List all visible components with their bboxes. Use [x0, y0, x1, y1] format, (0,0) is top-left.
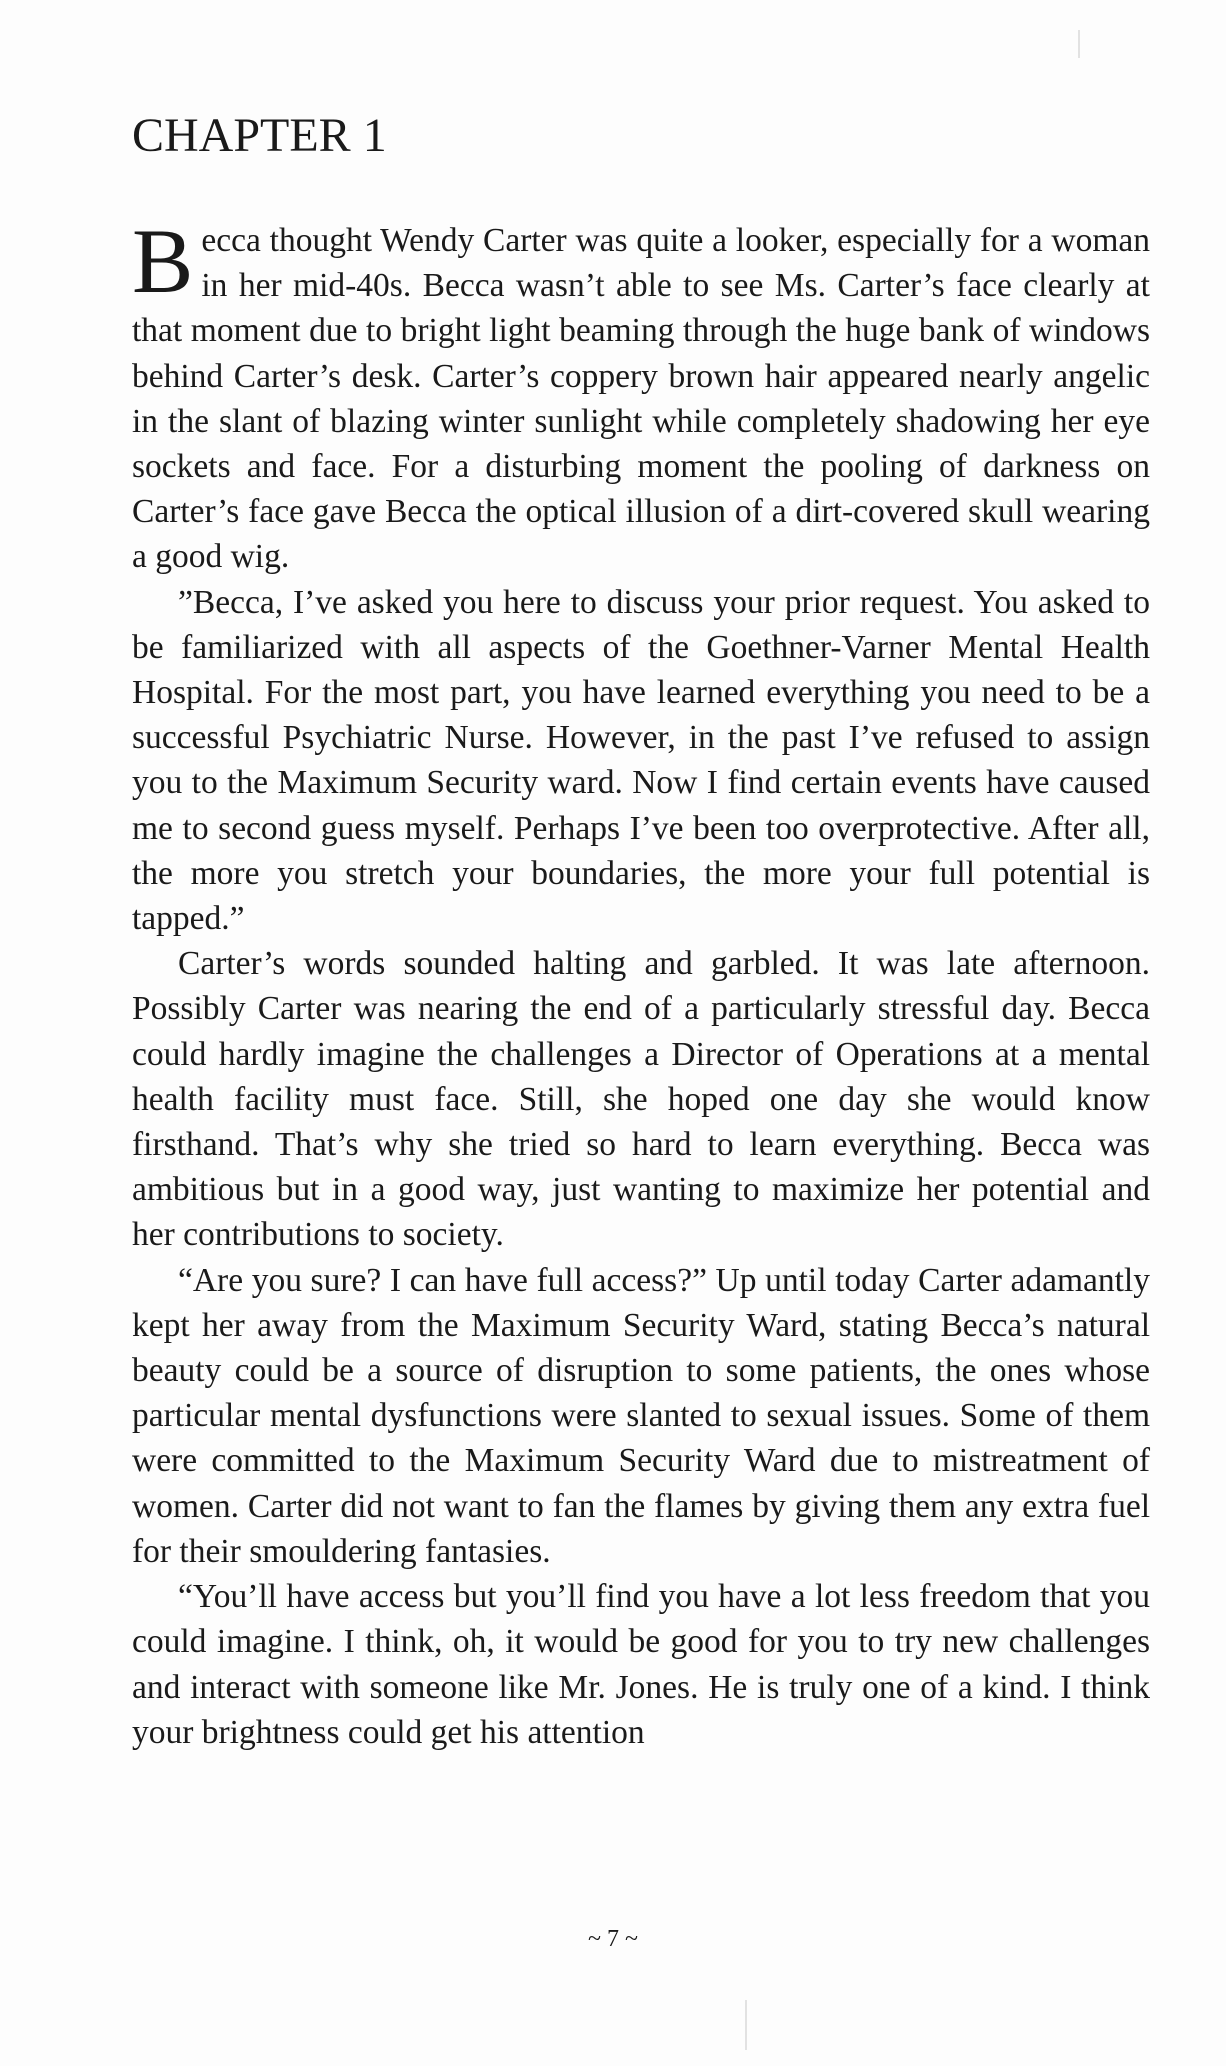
scan-mark: [745, 2000, 747, 2050]
chapter-title: CHAPTER 1: [132, 109, 387, 162]
paragraph-1-text: ecca thought Wendy Carter was quite a looker, especially for a woman in her mid-40s. Becca wasn’t able to see Ms. Carter’s face clearly at that moment due to bright light beaming through the huge bank of windows behind Carter’s desk. Carter’s coppery brown hair appeared nearly angelic in the slant of blazing winter sunlight while completely shadowing her eye sockets and face. For a disturbing moment the pooling of darkness on Carter’s face gave Becca the optical illusion of a dirt-covered skull wearing a good wig.: [132, 222, 1150, 576]
scan-mark: [1078, 30, 1080, 58]
page-number: ~ 7 ~: [588, 1926, 638, 1952]
paragraph-2: ”Becca, I’ve asked you here to discuss your prior request. You asked to be familiarized with all aspects of the Goethner-Varner Mental Health Hospital. For the most part, you have learned everything you need to be a successful Psychiatric Nurse. However, in the past I’ve refused to assign you to the Maximum Security ward. Now I find certain events have caused me to second guess myself. Perhaps I’ve been too overprotective. After all, the more you stretch your boundaries, the more your full potential is tapped.”: [132, 583, 1150, 938]
paragraph-5: “You’ll have access but you’ll find you have a lot less freedom that you could imagine. I think, oh, it would be good for you to try new challenges and interact with someone like Mr. Jones. He is truly one of a kind. I think your brightness could get his attention: [132, 1578, 1150, 1751]
paragraph-4: “Are you sure? I can have full access?” Up until today Carter adamantly kept her away from the Maximum Security Ward, stating Becca’s natural beauty could be a source of disruption to some patients, the ones whose particular mental dysfunctions were slanted to sexual issues. Some of them were committed to the Maximum Security Ward due to mistreatment of women. Carter did not want to fan the flames by giving them any extra fuel for their smouldering fantasies.: [132, 1261, 1150, 1570]
chapter-body: [132, 210, 1150, 1755]
paragraph-1: [132, 210, 1150, 580]
paragraph-3: Carter’s words sounded halting and garbled. It was late afternoon. Possibly Carter was nearing the end of a particularly stressful day. Becca could hardly imagine the challenges a Director of Operations at a mental health facility must face. Still, she hoped one day she would know firsthand. That’s why she tried so hard to learn everything. Becca was ambitious but in a good way, just wanting to maximize her potential and her contributions to society.: [132, 945, 1150, 1254]
drop-cap: B: [132, 210, 194, 312]
